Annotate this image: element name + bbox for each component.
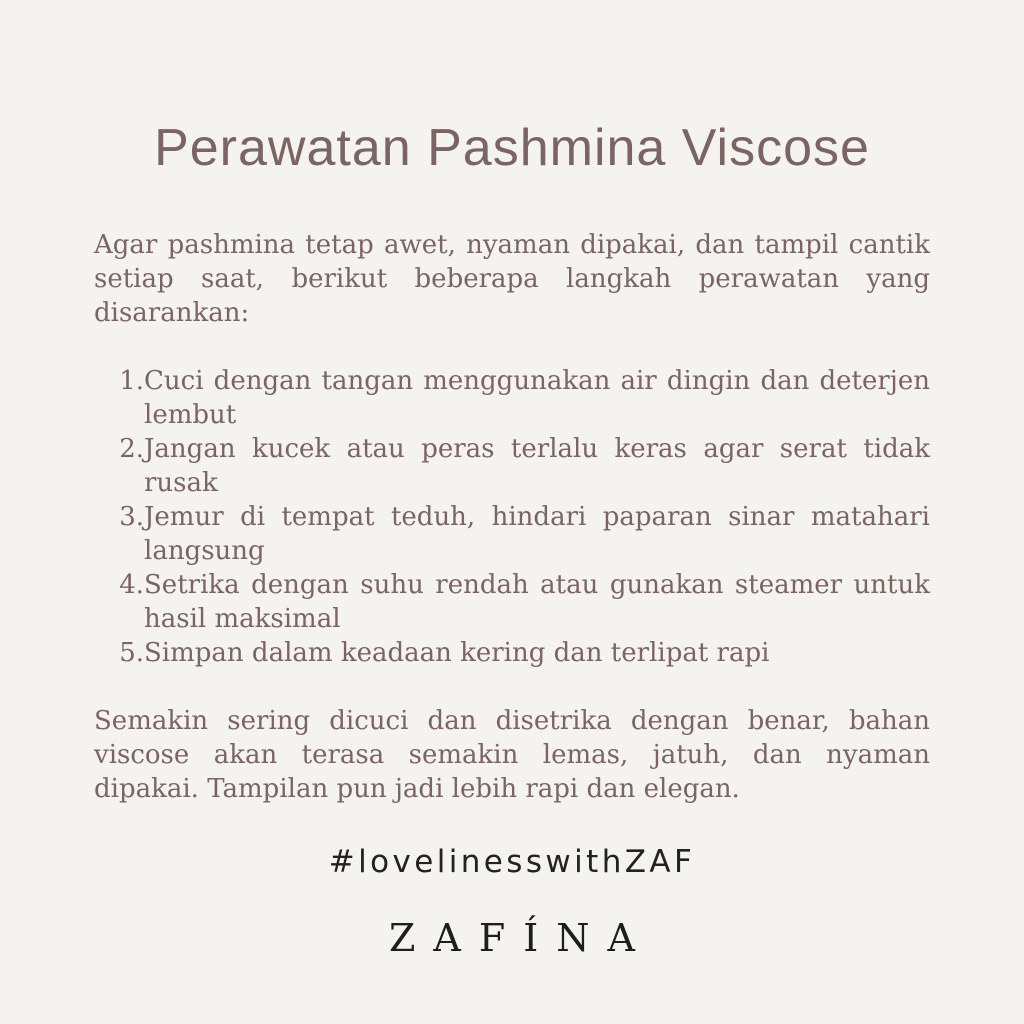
care-step-3 — [94, 500, 930, 568]
step-number: 4. — [119, 570, 144, 600]
step-number: 2. — [119, 434, 144, 464]
care-step-4 — [94, 568, 930, 636]
hashtag: #lovelinesswithZAF — [328, 844, 696, 880]
step-text: Simpan dalam keadaan kering dan terlipat rapi — [144, 638, 770, 668]
step-number: 1. — [119, 366, 144, 396]
care-step-5 — [94, 636, 930, 670]
step-text: Jangan kucek atau peras terlalu keras agar serat tidak rusak — [144, 434, 930, 498]
step-number: 3. — [119, 502, 144, 532]
brand-logo: ZAFÍNA — [389, 916, 653, 960]
care-step-1 — [94, 364, 930, 432]
step-number: 5. — [119, 638, 144, 668]
step-text: Setrika dengan suhu rendah atau gunakan steamer untuk hasil maksimal — [144, 570, 930, 634]
closing-paragraph: Semakin sering dicuci dan disetrika dengan benar, bahan viscose akan terasa semakin lemas, jatuh, dan nyaman dipakai. Tampilan pun jadi lebih rapi dan elegan. — [94, 706, 930, 804]
care-steps-list — [94, 364, 930, 670]
page-title: Perawatan Pashmina Viscose — [154, 119, 870, 177]
step-text: Cuci dengan tangan menggunakan air dingin dan deterjen lembut — [144, 366, 930, 430]
intro-paragraph: Agar pashmina tetap awet, nyaman dipakai, dan tampil cantik setiap saat, berikut beberapa langkah perawatan yang disarankan: — [94, 230, 930, 328]
care-step-2 — [94, 432, 930, 500]
step-text: Jemur di tempat teduh, hindari paparan sinar matahari langsung — [144, 502, 930, 566]
